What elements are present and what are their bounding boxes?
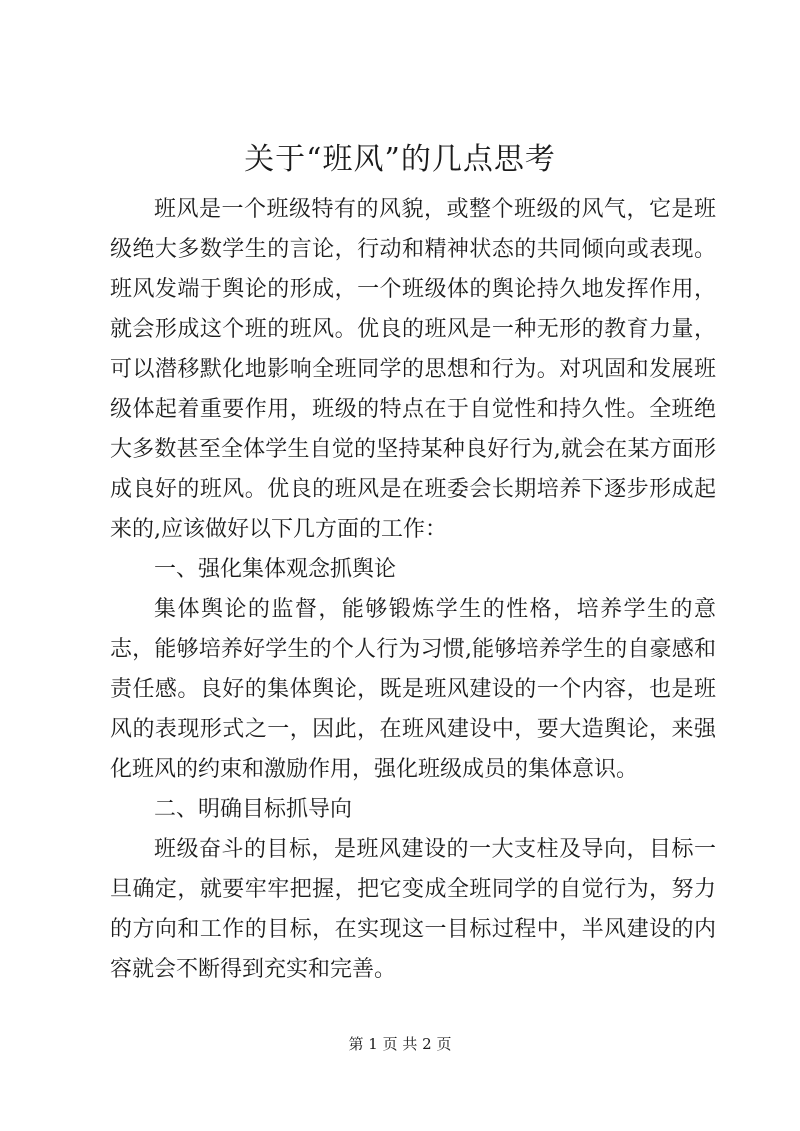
section-heading: 一、强化集体观念抓舆论 [154, 557, 397, 582]
body-paragraph: 班级奋斗的目标，是班风建设的一大支柱及导向，目标一旦确定，就要牢牢把握，把它变成全班同学的自觉行为，努力的方向和工作的目标，在实现这一目标过程中，半风建设的内容就会不断得到充实和完善。 [110, 837, 716, 982]
body-paragraph: 班风是一个班级特有的风貌，或整个班级的风气，它是班级绝大多数学生的言论，行动和精神状态的共同倾向或表现。班风发端于舆论的形成，一个班级体的舆论持久地发挥作用，就会形成这个班的班风。优良的班风是一种无形的教育力量，可以潜移默化地影响全班同学的思想和行为。对巩固和发展班级体起着重要作用，班级的特点在于自觉性和持久性。全班绝大多数甚至全体学生自觉的坚持某种良好行为,就会在某方面形成良好的班风。优良的班风是在班委会长期培养下逐步形成起来的,应该做好以下几方面的工作： [110, 197, 716, 542]
document-body [110, 190, 716, 990]
body-paragraph: 集体舆论的监督，能够锻炼学生的性格，培养学生的意志，能够培养好学生的个人行为习惯,能够培养学生的自豪感和责任感。良好的集体舆论，既是班风建设的一个内容，也是班风的表现形式之一，因此，在班风建设中，要大造舆论，来强化班风的约束和激励作用，强化班级成员的集体意识。 [110, 597, 716, 782]
page-number-footer: 第 1 页 共 2 页 [348, 1035, 452, 1053]
page-title: 关于“班风”的几点思考 [244, 142, 556, 177]
section-heading: 二、明确目标抓导向 [154, 797, 353, 822]
